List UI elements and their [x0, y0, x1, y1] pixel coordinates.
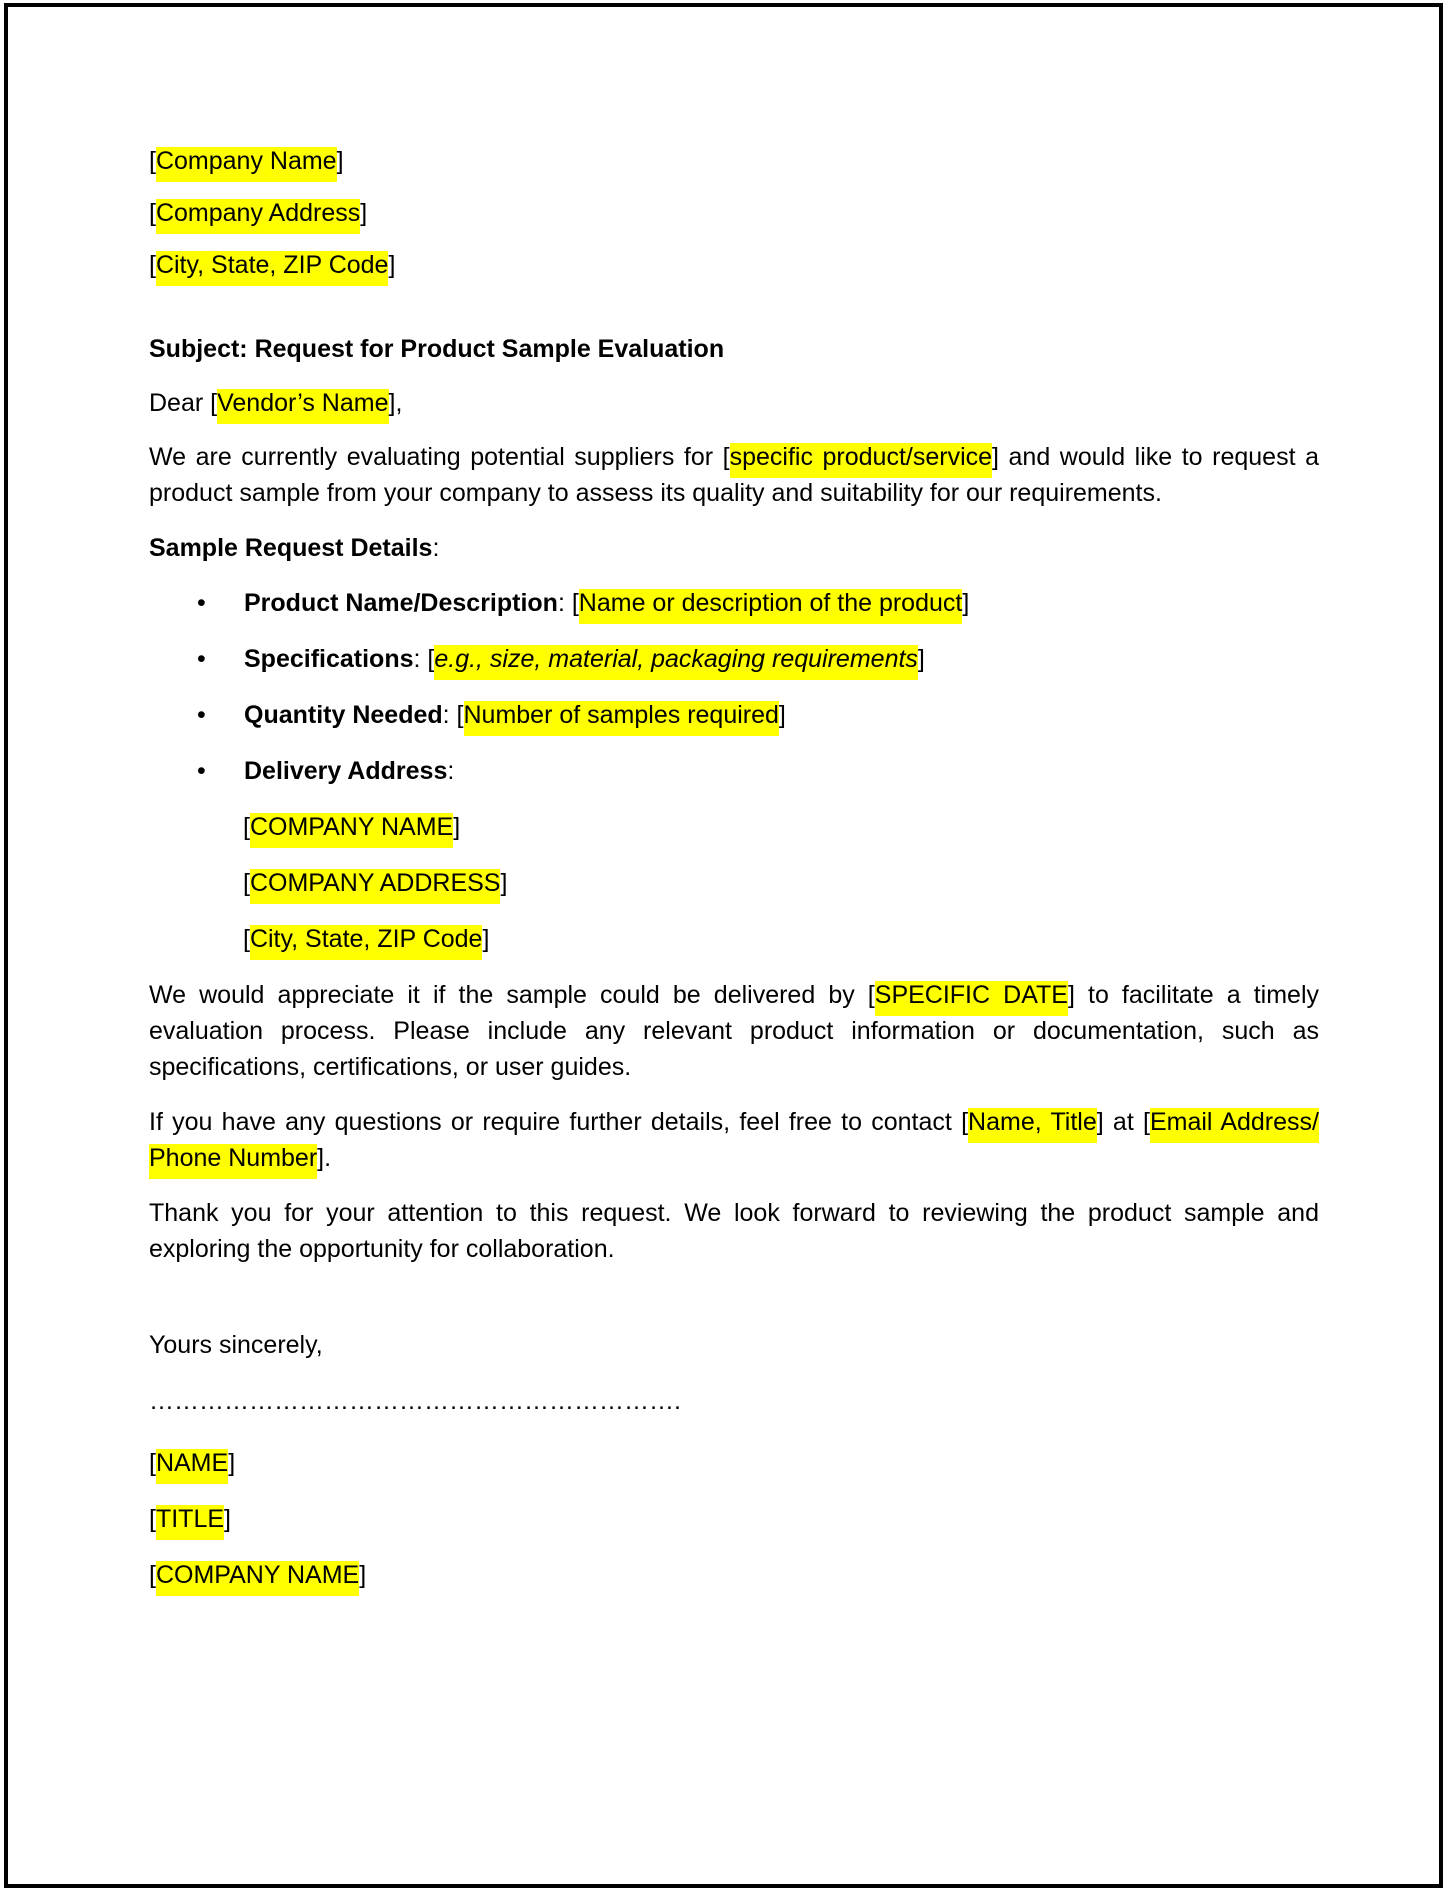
signature-company: [COMPANY NAME]: [149, 1557, 1319, 1593]
delivery-text-before: We would appreciate it if the sample could be delivered by [: [149, 981, 875, 1009]
delivery-address-block: [149, 809, 1319, 957]
placeholder-city-state-zip: City, State, ZIP Code: [156, 251, 389, 286]
intro-text-before: We are currently evaluating potential suppliers for [: [149, 443, 730, 471]
salutation-prefix: Dear [: [149, 389, 218, 417]
contact-paragraph: [149, 1104, 1319, 1176]
signature-line: ……………………………………………………….: [149, 1387, 681, 1415]
salutation: [149, 385, 1319, 421]
placeholder-signer-company: COMPANY NAME: [156, 1561, 359, 1596]
thanks-paragraph: Thank you for your attention to this request. We look forward to reviewing the product sample and exploring the opportunity for collaboration.: [149, 1199, 1319, 1263]
contact-text-before: If you have any questions or require further details, feel free to contact [: [149, 1108, 969, 1136]
placeholder-product-name: Name or description of the product: [579, 589, 963, 624]
signature-title: [TITLE]: [149, 1501, 1319, 1537]
sender-company-address: [Company Address]: [149, 195, 1319, 231]
details-list: [149, 585, 1319, 789]
signature-block: [149, 1445, 1319, 1593]
detail-label: Product Name/Description: [244, 589, 558, 617]
bullet-icon: •: [197, 757, 206, 785]
details-heading-text: Sample Request Details: [149, 534, 433, 562]
placeholder-specific-date: SPECIFIC DATE: [875, 981, 1068, 1016]
details-heading: Sample Request Details:: [149, 534, 440, 562]
placeholder-delivery-city-state-zip: City, State, ZIP Code: [250, 925, 483, 960]
list-item: • Specifications: [e.g., size, material, packaging requirements]: [149, 641, 1319, 677]
subject-line: Subject: Request for Product Sample Evaluation: [149, 335, 725, 363]
placeholder-vendor-name: Vendor’s Name: [217, 389, 388, 424]
sender-address-block: [149, 143, 1319, 283]
placeholder-signer-title: TITLE: [156, 1505, 224, 1540]
placeholder-quantity: Number of samples required: [464, 701, 779, 736]
sender-company-name: [Company Name]: [149, 143, 1319, 179]
delivery-company-name: [COMPANY NAME]: [243, 809, 1319, 845]
letter-page: [4, 3, 1443, 1888]
signature-name: [NAME]: [149, 1445, 1319, 1481]
bullet-icon: •: [197, 589, 206, 617]
placeholder-specific-product: specific product/service: [730, 443, 992, 478]
sender-city-state-zip: [City, State, ZIP Code]: [149, 247, 1319, 283]
salutation-suffix: ],: [388, 389, 403, 417]
placeholder-signer-name: NAME: [156, 1449, 228, 1484]
placeholder-specifications: e.g., size, material, packaging requirements: [434, 645, 918, 680]
detail-label: Quantity Needed: [244, 701, 443, 729]
delivery-paragraph: [149, 977, 1319, 1085]
letter-content: [149, 143, 1319, 1613]
bullet-icon: •: [197, 701, 206, 729]
list-item: • Delivery Address:: [149, 753, 1319, 789]
intro-paragraph: [149, 439, 1319, 511]
placeholder-company-address: Company Address: [156, 199, 360, 234]
delivery-text-after: ] to facilitate a timely evaluation process. Please include any relevant product information or documentation, such as specifications, certifications, or user guides.: [149, 981, 1319, 1081]
intro-text-after: ] and would like to request a product sample from your company to assess its quality and suitability for our requirements.: [149, 443, 1319, 507]
bullet-icon: •: [197, 645, 206, 673]
delivery-city-state-zip: [City, State, ZIP Code]: [243, 921, 1319, 957]
list-item: • Quantity Needed: [Number of samples required]: [149, 697, 1319, 733]
placeholder-name-title: Name, Title: [968, 1108, 1097, 1143]
placeholder-delivery-company-name: COMPANY NAME: [250, 813, 453, 848]
closing-line: Yours sincerely,: [149, 1331, 323, 1359]
contact-text-after: ].: [317, 1144, 332, 1172]
placeholder-email-phone: Email Address/ Phone Number: [149, 1108, 1319, 1179]
contact-text-middle: ] at [: [1096, 1108, 1150, 1136]
detail-label: Delivery Address: [244, 757, 448, 785]
placeholder-delivery-company-address: COMPANY ADDRESS: [250, 869, 501, 904]
delivery-company-address: [COMPANY ADDRESS]: [243, 865, 1319, 901]
list-item: • Product Name/Description: [Name or description of the product]: [149, 585, 1319, 621]
placeholder-company-name: Company Name: [156, 147, 337, 182]
detail-label: Specifications: [244, 645, 414, 673]
